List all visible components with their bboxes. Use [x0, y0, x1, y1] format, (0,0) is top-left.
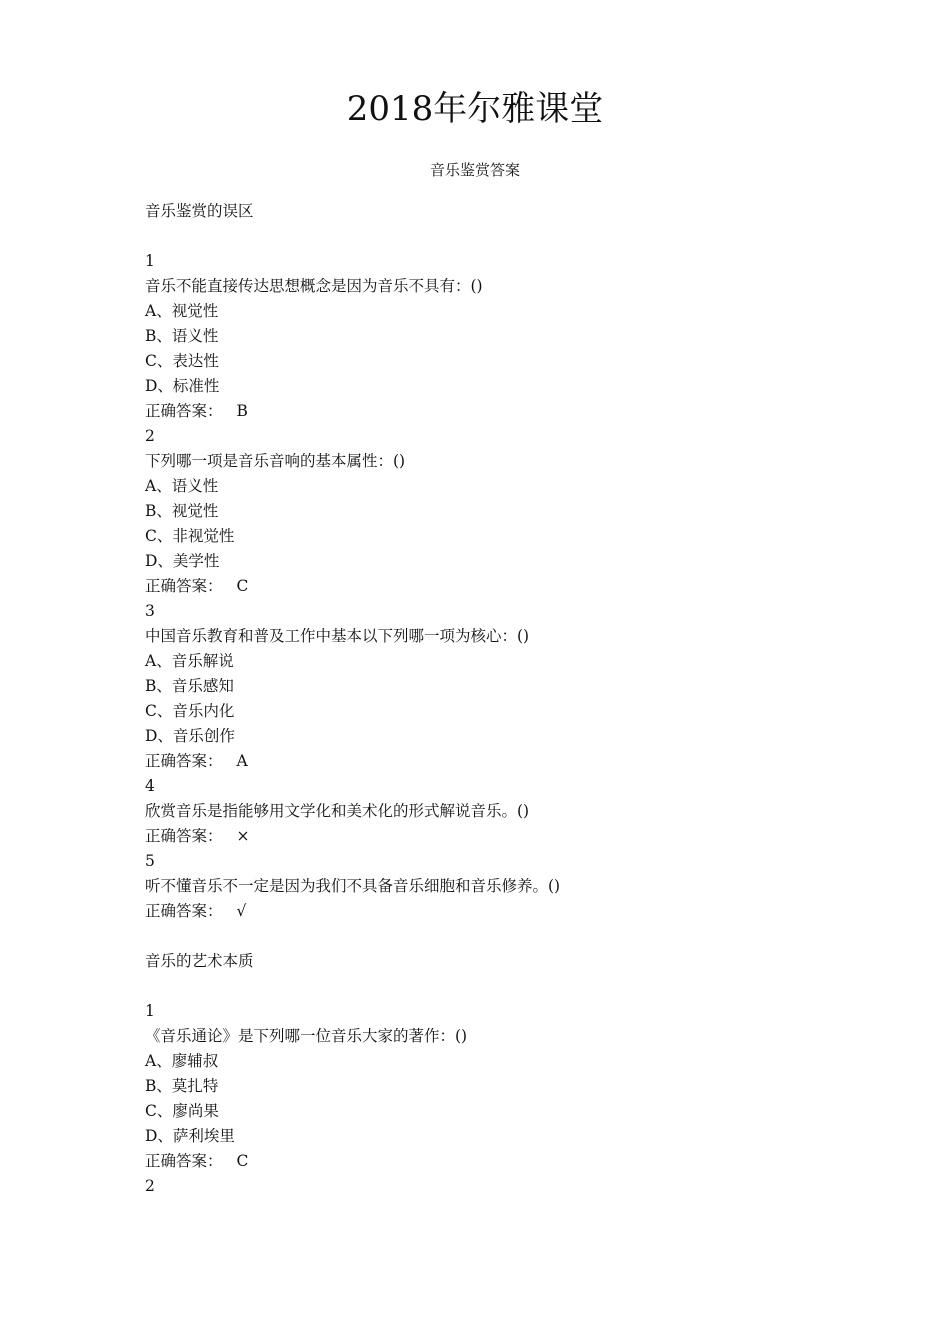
- question-block: [145, 1174, 845, 1199]
- question-number: 3: [145, 602, 155, 620]
- correct-answer-label: 正确答案：: [145, 827, 223, 845]
- answer-option: B、语义性: [145, 327, 219, 345]
- answer-option: B、莫扎特: [145, 1077, 219, 1095]
- correct-answer: [145, 749, 845, 774]
- question-text: 《音乐通论》是下列哪一位音乐大家的著作：(): [145, 1027, 468, 1045]
- answer-option: A、廖辅叔: [145, 1052, 219, 1070]
- answer-option: C、廖尚果: [145, 1102, 219, 1120]
- question-number: 4: [145, 777, 155, 795]
- correct-answer-value: C: [236, 577, 249, 595]
- correct-answer-value: ×: [236, 827, 250, 845]
- correct-answer-value: A: [236, 752, 248, 770]
- answer-option: C、表达性: [145, 352, 219, 370]
- question-text: 下列哪一项是音乐音响的基本属性：(): [145, 452, 406, 470]
- document-title: 2018年尔雅课堂: [346, 89, 604, 129]
- correct-answer-label: 正确答案：: [145, 752, 223, 770]
- question-number: 1: [145, 252, 155, 270]
- question-block: [145, 849, 845, 924]
- section-spacer: [145, 924, 845, 949]
- question-number: 2: [145, 427, 155, 445]
- correct-answer: [145, 574, 845, 599]
- answer-option: B、音乐感知: [145, 677, 234, 695]
- correct-answer: [145, 399, 845, 424]
- question-block: [145, 424, 845, 599]
- section-spacer: [145, 974, 845, 999]
- question-block: [145, 999, 845, 1174]
- answer-option: D、音乐创作: [145, 727, 235, 745]
- correct-answer: [145, 824, 845, 849]
- correct-answer-value: C: [236, 1152, 249, 1170]
- question-number: 1: [145, 1002, 155, 1020]
- question-block: [145, 249, 845, 424]
- question-block: [145, 599, 845, 774]
- question-number: 5: [145, 852, 155, 870]
- answer-option: D、萨利埃里: [145, 1127, 235, 1145]
- correct-answer-value: √: [236, 902, 247, 920]
- correct-answer-label: 正确答案：: [145, 902, 223, 920]
- correct-answer-label: 正确答案：: [145, 577, 223, 595]
- section-title: 音乐的艺术本质: [145, 952, 254, 970]
- question-text: 听不懂音乐不一定是因为我们不具备音乐细胞和音乐修养。(): [145, 877, 561, 895]
- answer-option: A、视觉性: [145, 302, 219, 320]
- answer-option: B、视觉性: [145, 502, 219, 520]
- answer-option: D、美学性: [145, 552, 220, 570]
- question-number: 2: [145, 1177, 155, 1195]
- answer-option: A、语义性: [145, 477, 219, 495]
- correct-answer: [145, 1149, 845, 1174]
- answer-option: C、非视觉性: [145, 527, 235, 545]
- correct-answer-label: 正确答案：: [145, 1152, 223, 1170]
- document-subtitle: 音乐鉴赏答案: [429, 161, 520, 179]
- correct-answer: [145, 899, 845, 924]
- question-text: 中国音乐教育和普及工作中基本以下列哪一项为核心：(): [145, 627, 530, 645]
- question-block: [145, 774, 845, 849]
- answer-option: A、音乐解说: [145, 652, 234, 670]
- correct-answer-value: B: [236, 402, 248, 420]
- section-spacer: [145, 224, 845, 249]
- answer-option: C、音乐内化: [145, 702, 235, 720]
- question-text: 音乐不能直接传达思想概念是因为音乐不具有：(): [145, 277, 483, 295]
- correct-answer-label: 正确答案：: [145, 402, 223, 420]
- document-content: [145, 199, 845, 1199]
- answer-option: D、标准性: [145, 377, 220, 395]
- section-title: 音乐鉴赏的误区: [145, 202, 254, 220]
- question-text: 欣赏音乐是指能够用文学化和美术化的形式解说音乐。(): [145, 802, 530, 820]
